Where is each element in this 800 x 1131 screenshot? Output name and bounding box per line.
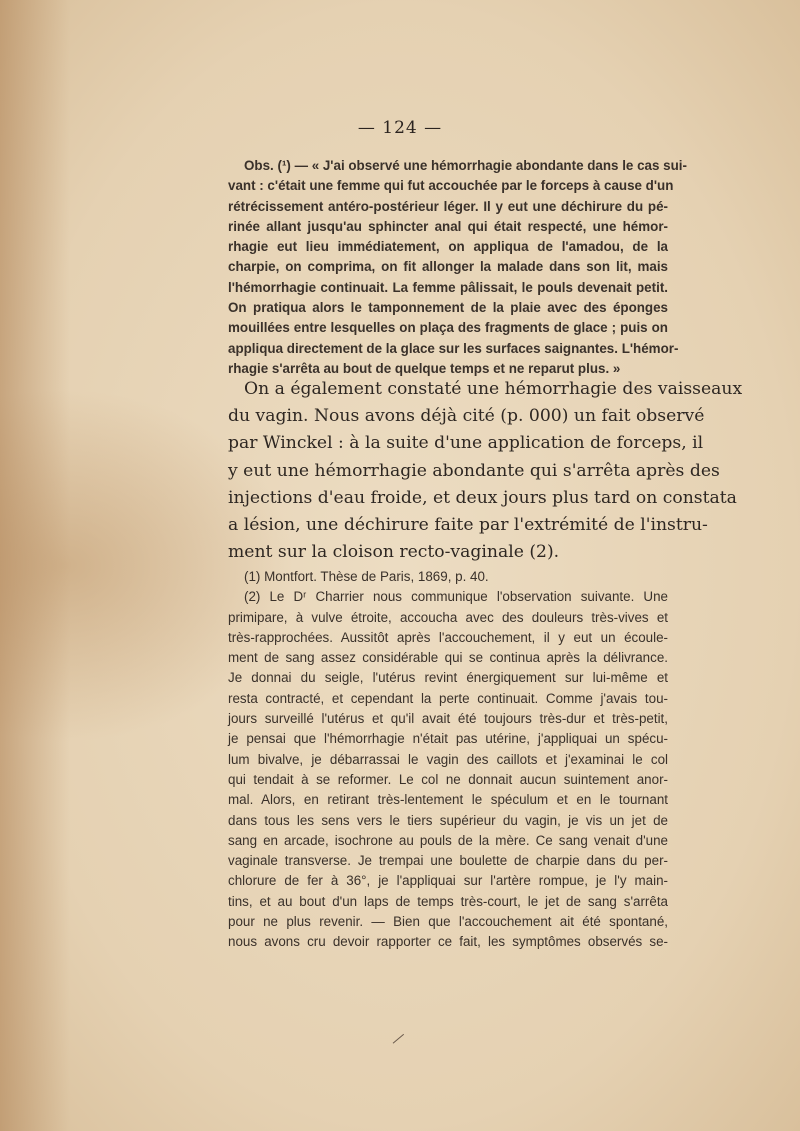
- footnote-line: ment de sang assez considérable qui se continua après la délivrance.: [228, 650, 668, 666]
- footnote-line: primipare, à vulve étroite, accoucha avec des douleurs très-vives et: [228, 609, 668, 625]
- main-line: par Winckel : à la suite d'une application de forceps, il: [228, 433, 704, 454]
- footnote-line: (1) Montfort. Thèse de Paris, 1869, p. 40.: [244, 569, 489, 584]
- footnote-line: je pensai que l'hémorrhagie n'était pas utérine, j'appliquai un spécu-: [228, 731, 668, 747]
- main-line: a lésion, une déchirure faite par l'extrémité de l'instru-: [228, 515, 708, 536]
- observation-quote: [228, 156, 687, 379]
- observation-line: rétrécissement antéro-postérieur léger. Il y eut une déchirure du pé-: [228, 198, 668, 214]
- footnote-line: très-rapprochées. Aussitôt après l'accouchement, il y eut un écoule-: [228, 629, 668, 645]
- main-line: On a également constaté une hémorrhagie des vaisseaux: [244, 379, 743, 399]
- footnote-line: qui tendait à se reformer. Le col ne donnait aucun suintement anor-: [228, 771, 668, 787]
- observation-line: l'hémorrhagie continuait. La femme pâlissait, le pouls devenait petit.: [228, 279, 668, 295]
- main-line: y eut une hémorrhagie abondante qui s'arrêta après des: [228, 460, 720, 481]
- observation-line: vant : c'était une femme qui fut accouchée par le forceps à cause d'un: [228, 178, 674, 194]
- footnote-line: jours surveillé l'utérus et qu'il avait été toujours très-dur et très-petit,: [228, 711, 668, 727]
- footnote-line: vaginale transverse. Je trempai une boulette de charpie dans du per-: [228, 853, 668, 869]
- footnote-line: (2) Le Dʳ Charrier nous communique l'observation suivante. Une: [244, 589, 668, 605]
- observation-line: rhagie eut lieu immédiatement, on appliqua de l'amadou, de la: [228, 239, 668, 255]
- footnote-line: Je donnai du seigle, l'utérus revint énergiquement sur lui-même et: [228, 670, 668, 686]
- page-number: — 124 —: [357, 118, 443, 138]
- observation-line: charpie, on comprima, on fit allonger la malade dans son lit, mais: [228, 259, 668, 275]
- main-line: du vagin. Nous avons déjà cité (p. 000) un fait observé: [228, 406, 705, 427]
- footnote-line: pour ne plus revenir. — Bien que l'accouchement ait été spontané,: [228, 914, 668, 930]
- footnotes: [228, 567, 668, 953]
- footnote-line: sang en arcade, isochrone au pouls de la mère. Ce sang venait d'une: [228, 832, 668, 848]
- footnote-line: tins, et au bout d'un laps de temps très-court, le jet de sang s'arrêta: [228, 893, 668, 909]
- footnote-line: dans tous les sens vers le tiers supérieur du vagin, je vis un jet de: [228, 812, 668, 828]
- main-line: injections d'eau froide, et deux jours plus tard on constata: [228, 487, 737, 508]
- footnote-line: chlorure de fer à 36°, je l'appliquai sur l'artère rompue, je l'y main-: [228, 873, 668, 889]
- page-edge-shadow: [0, 0, 70, 1131]
- main-line: ment sur la cloison recto-vaginale (2).: [228, 542, 560, 563]
- main-paragraph: [228, 376, 743, 566]
- footnote-line: mal. Alors, en retirant très-lentement le spéculum et en le tournant: [228, 792, 668, 808]
- observation-line: appliqua directement de la glace sur les surfaces saignantes. L'hémor-: [228, 340, 679, 356]
- footnote-line: lum bivalve, je débarrassai le vagin des caillots et j'examinai le col: [228, 751, 668, 767]
- footnote-line: resta contracté, et cependant la perte continuait. Comme j'avais tou-: [228, 690, 668, 706]
- pencil-mark: [393, 1034, 406, 1045]
- observation-line: Obs. (¹) — « J'ai observé une hémorrhagie abondante dans le cas sui-: [244, 158, 687, 173]
- observation-line: rhagie s'arrêta au bout de quelque temps et ne reparut plus. »: [228, 360, 621, 376]
- observation-line: rinée allant jusqu'au sphincter anal qui était respecté, une hémor-: [228, 218, 668, 234]
- observation-line: mouillées entre lesquelles on plaça des fragments de glace ; puis on: [228, 320, 668, 336]
- observation-line: On pratiqua alors le tamponnement de la plaie avec des éponges: [228, 300, 668, 316]
- footnote-line: nous avons cru devoir rapporter ce fait, les symptômes observés se-: [228, 934, 668, 950]
